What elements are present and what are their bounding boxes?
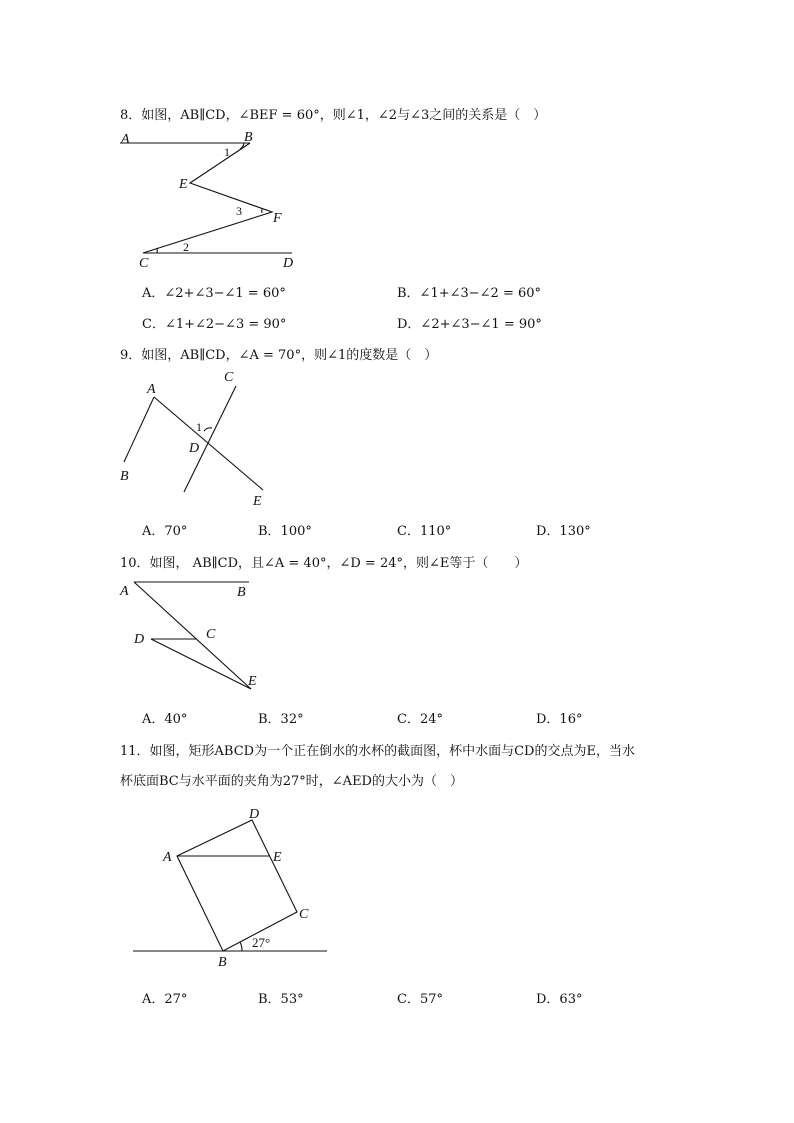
question-11-option-d[interactable]: D．63°: [536, 992, 583, 1007]
label-e: E: [179, 177, 188, 192]
label-a: A: [147, 382, 156, 397]
label-b: B: [237, 585, 246, 600]
question-10-stem: 10．如图， AB∥CD，且∠A = 40°，∠D = 24°，则∠E等于（ ）: [120, 556, 528, 571]
label-e: E: [248, 674, 257, 689]
label-angle-2: 2: [183, 240, 189, 254]
question-8-option-c[interactable]: C．∠1+∠2−∠3 = 90°: [142, 317, 287, 332]
label-f: F: [273, 211, 282, 226]
label-d: D: [134, 632, 145, 647]
question-11-option-b[interactable]: B．53°: [258, 992, 304, 1007]
question-8-option-d[interactable]: D．∠2+∠3−∠1 = 90°: [397, 317, 542, 332]
label-e: E: [253, 494, 262, 509]
question-9-option-c[interactable]: C．110°: [397, 524, 452, 539]
question-11-option-c[interactable]: C．57°: [397, 992, 443, 1007]
question-10-option-b[interactable]: B．32°: [258, 712, 304, 727]
question-9-option-d[interactable]: D．130°: [536, 524, 591, 539]
question-10-option-c[interactable]: C．24°: [397, 712, 443, 727]
label-e: E: [273, 850, 282, 865]
question-10-option-d[interactable]: D．16°: [536, 712, 583, 727]
label-b: B: [120, 469, 129, 484]
label-angle-3: 3: [236, 204, 242, 218]
label-a: A: [163, 850, 172, 865]
question-9-option-b[interactable]: B．100°: [258, 524, 312, 539]
question-8-option-a[interactable]: A．∠2+∠3−∠1 = 60°: [142, 286, 286, 301]
label-c: C: [299, 907, 309, 922]
label-a: A: [121, 132, 130, 147]
question-11-stem-line-2: 杯底面BC与水平面的夹角为27°时，∠AED的大小为（ ）: [120, 774, 463, 789]
label-b: B: [244, 130, 253, 145]
label-d: D: [283, 256, 294, 271]
label-a: A: [120, 584, 129, 599]
question-11-option-a[interactable]: A．27°: [142, 992, 188, 1007]
question-8-stem: 8．如图，AB∥CD，∠BEF = 60°，则∠1，∠2与∠3之间的关系是（ ）: [120, 108, 547, 123]
question-11-stem-line-1: 11．如图，矩形ABCD为一个正在倒水的水杯的截面图，杯中水面与CD的交点为E，当水: [120, 744, 635, 759]
label-c: C: [206, 627, 216, 642]
label-angle-1: 1: [224, 145, 230, 159]
question-9-option-a[interactable]: A．70°: [142, 524, 188, 539]
label-d: D: [189, 441, 200, 456]
label-c: C: [139, 256, 149, 271]
question-9-stem: 9．如图，AB∥CD，∠A = 70°，则∠1的度数是（ ）: [120, 348, 438, 363]
question-10-option-a[interactable]: A．40°: [142, 712, 188, 727]
label-c: C: [224, 370, 234, 385]
label-b: B: [218, 955, 227, 970]
question-8-option-b[interactable]: B．∠1+∠3−∠2 = 60°: [397, 286, 542, 301]
label-angle-1: 1: [196, 420, 202, 434]
rectangle-abcd: [177, 820, 297, 951]
label-d: D: [249, 807, 260, 822]
angle-27-arc: [240, 942, 242, 951]
label-angle-27: 27°: [252, 935, 271, 950]
